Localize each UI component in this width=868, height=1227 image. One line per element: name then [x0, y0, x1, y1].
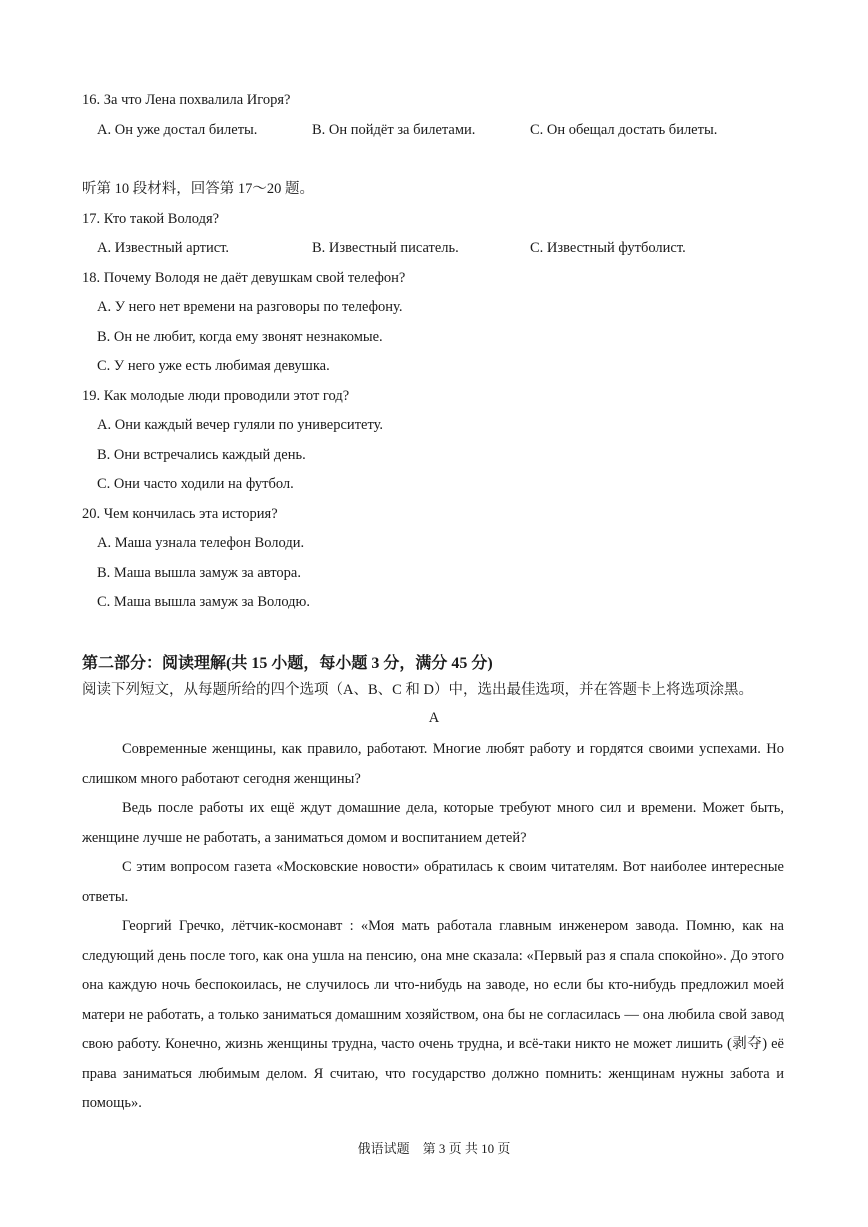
question-16: 16. За что Лена похвалила Игоря? [82, 92, 291, 108]
option-c: C. У него уже есть любимая девушка. [97, 358, 330, 374]
option-a: A. Они каждый вечер гуляли по университету. [97, 417, 384, 433]
option-b: B. Они встречались каждый день. [97, 447, 306, 463]
option-c: C. Маша вышла замуж за Володю. [97, 594, 310, 610]
question-19: 19. Как молодые люди проводили этот год? [82, 388, 350, 404]
page-footer: 俄语试题 第 3 页 共 10 页 [357, 1141, 511, 1156]
question-17: 17. Кто такой Володя? [82, 211, 220, 227]
part2-instruction: 阅读下列短文，从每题所给的四个选项（A、B、C 和 D）中，选出最佳选项，并在答题卡上将选项涂黑。 [82, 682, 754, 698]
option-a: A. Известный артист. [97, 240, 230, 256]
option-a: A. Он уже достал билеты. [97, 122, 258, 138]
option-c: C. Он обещал достать билеты. [530, 122, 718, 138]
option-a: A. У него нет времени на разговоры по телефону. [97, 299, 403, 315]
question-20: 20. Чем кончилась эта история? [82, 506, 278, 522]
listening-instruction: 听第 10 段材料，回答第 17～20 题。 [82, 181, 314, 197]
option-b: B. Известный писатель. [312, 240, 459, 256]
passage-paragraph-4: Георгий Гречко, лётчик-космонавт : «Моя мать работала главным инженером завода. Помню, как на следующий день после того, как она ушла на пенсию, она мне сказала: «Первый раз я спала спокойно». До этого она каждую ночь беспокоилась, не случилось ли что-нибудь на заводе, но если бы кто-нибудь предложил моей матери не работать, а только заниматься домашним хозяйством, она бы не согласилась — она любила свой завод свою работу. Конечно, жизнь женщины трудна, часто очень трудна, и всё-таки никто не может лишить (剥夺) её права заниматься любимым делом. Я считаю, что государство должно помнить: женщинам нужны забота и помощь». [82, 918, 784, 1111]
option-b: B. Он пойдёт за билетами. [312, 122, 476, 138]
option-c: C. Известный футболист. [530, 240, 686, 256]
passage-paragraph-1: Современные женщины, как правило, работают. Многие любят работу и гордятся своими успехами. Но слишком много работают сегодня женщины? [82, 741, 784, 787]
passage-paragraph-3: С этим вопросом газета «Московские новости» обратилась к своим читателям. Вот наиболее интересные ответы. [82, 859, 784, 905]
part2-title: 第二部分：阅读理解(共 15 小题，每小题 3 分，满分 45 分) [82, 655, 493, 672]
passage-paragraph-2: Ведь после работы их ещё ждут домашние дела, которые требуют много сил и времени. Может быть, женщине лучше не работать, а заниматься домом и воспитанием детей? [82, 800, 784, 846]
question-18: 18. Почему Володя не даёт девушкам свой телефон? [82, 270, 406, 286]
passage-label: A [428, 710, 440, 726]
option-b: B. Маша вышла замуж за автора. [97, 565, 301, 581]
option-c: C. Они часто ходили на футбол. [97, 476, 294, 492]
option-a: A. Маша узнала телефон Володи. [97, 535, 305, 551]
option-b: B. Он не любит, когда ему звонят незнакомые. [97, 329, 383, 345]
